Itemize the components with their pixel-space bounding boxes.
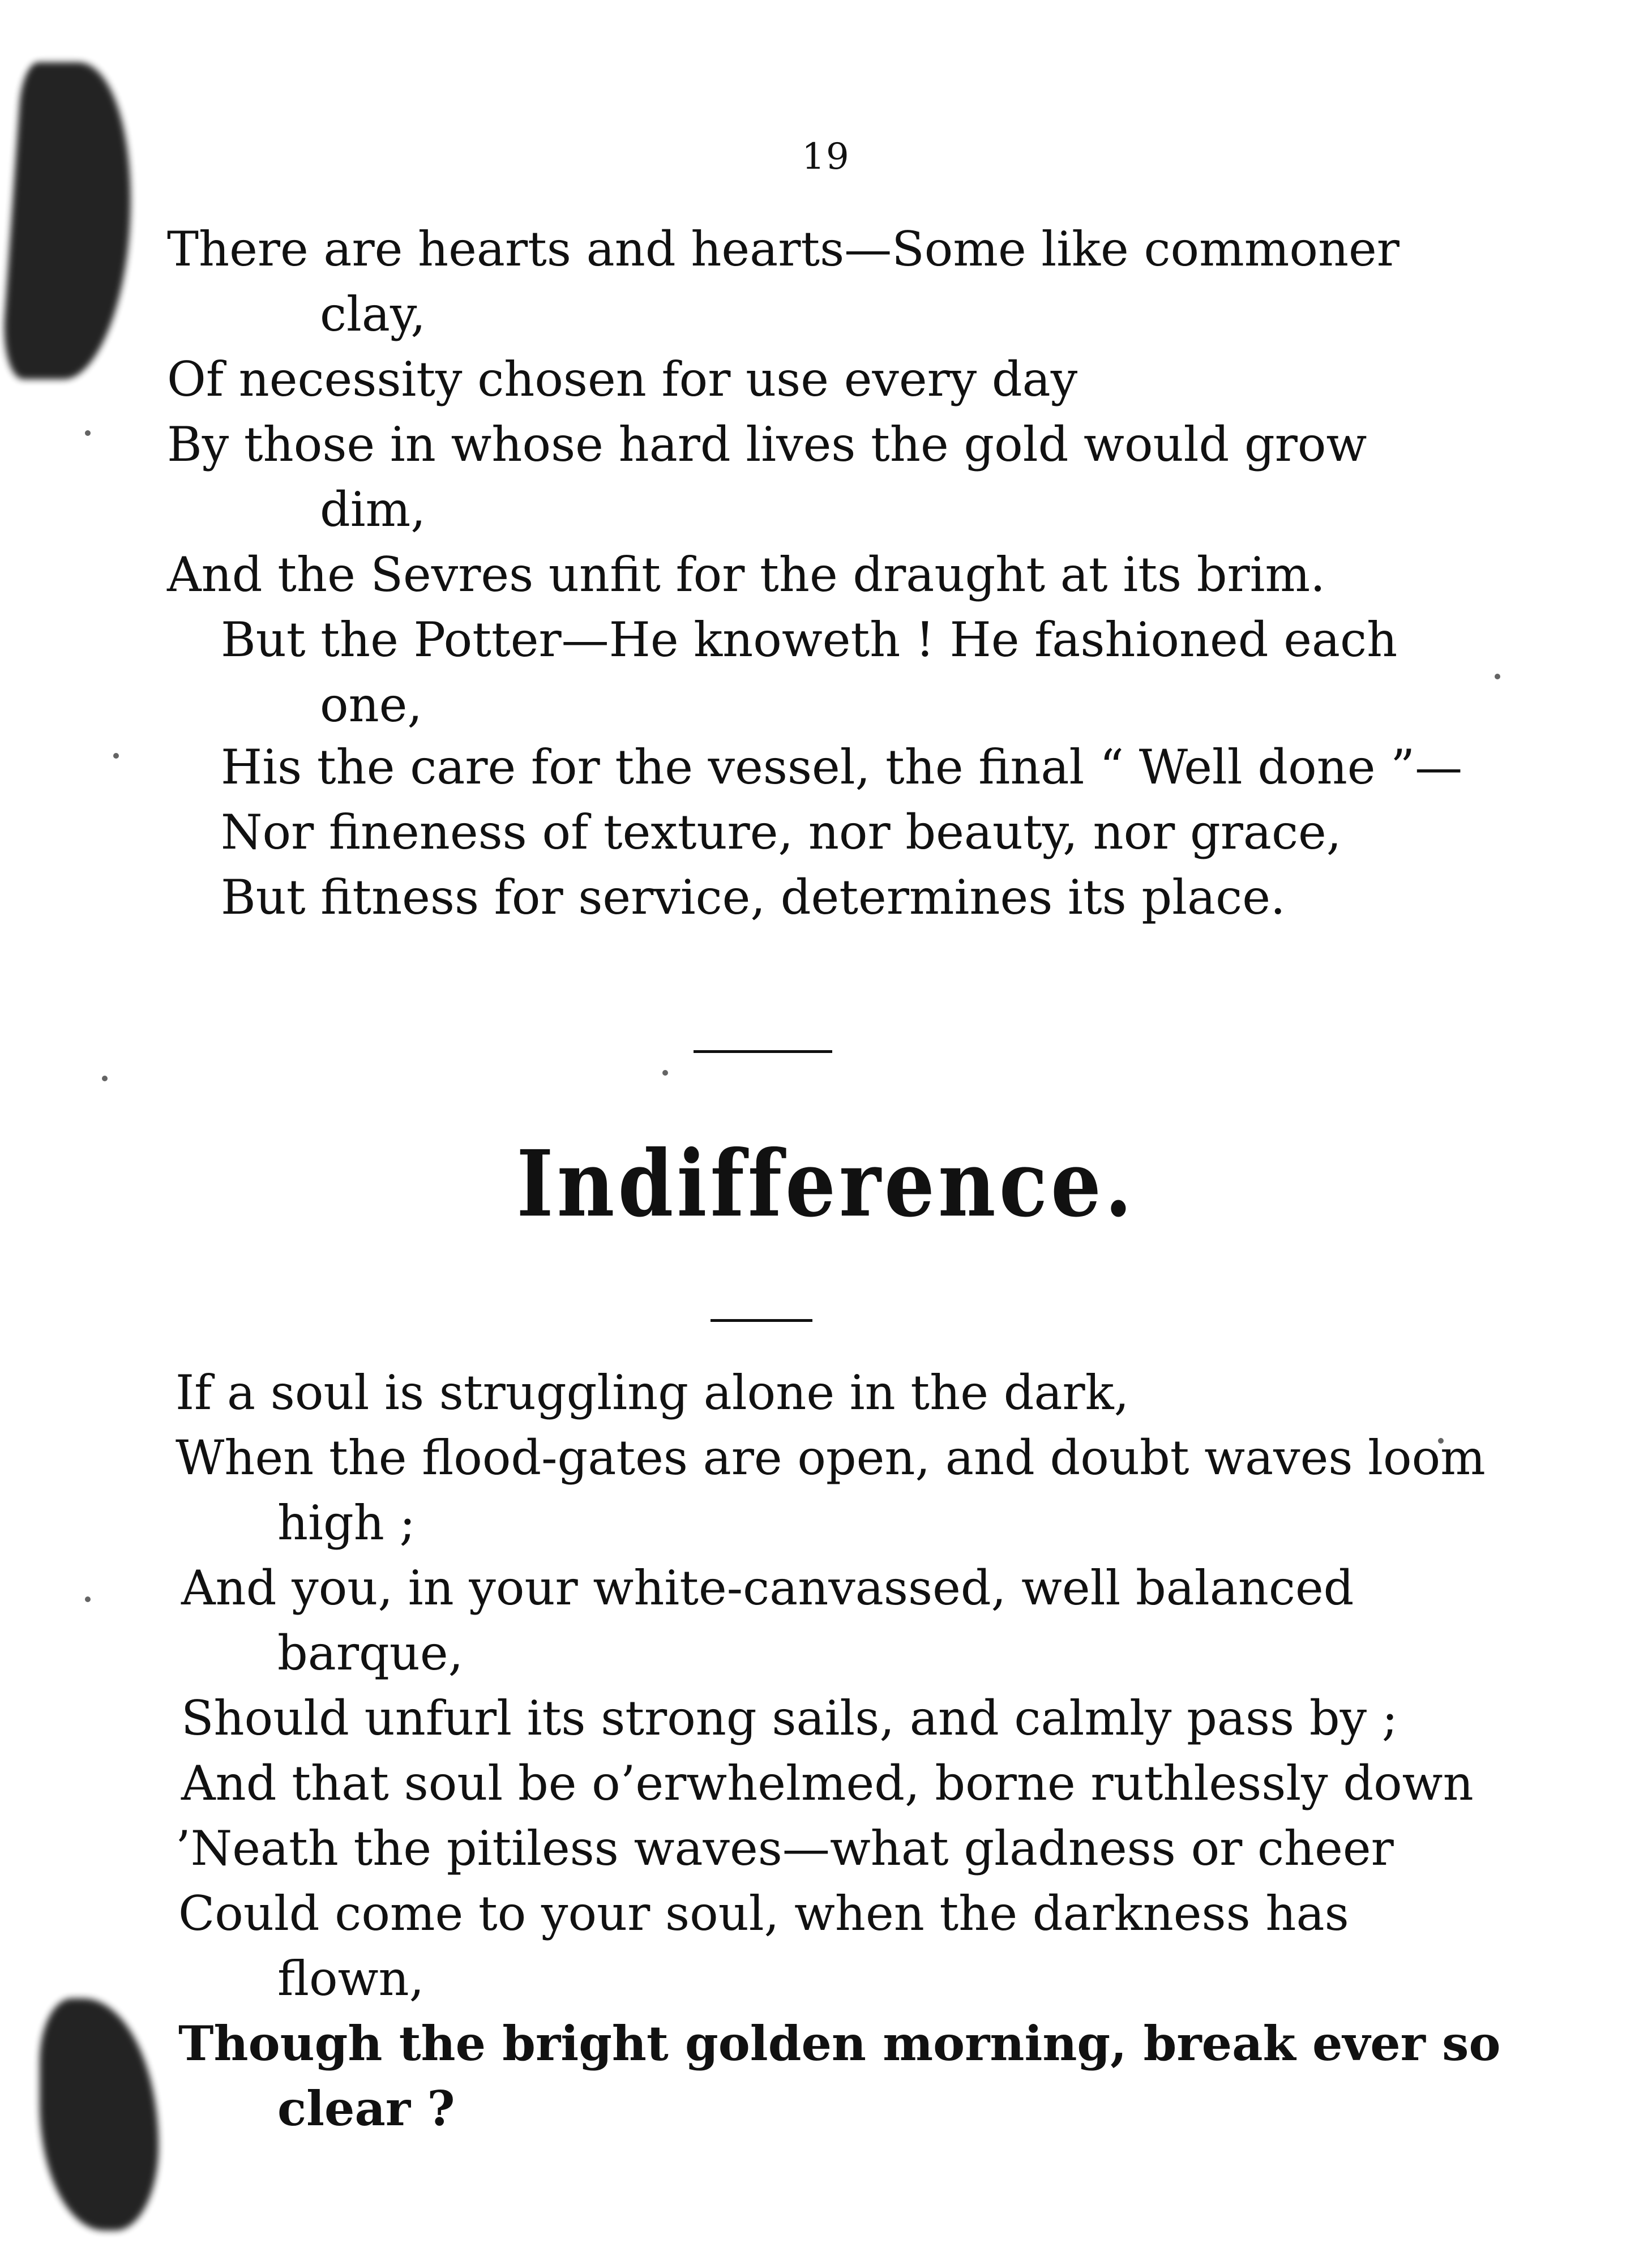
scan-speck [113, 753, 119, 759]
poem-line: Though the bright golden morning, break ever so [178, 2015, 1501, 2071]
scan-smudge-top [0, 62, 141, 379]
poem-line: But the Potter—He knoweth ! He fashioned each [221, 612, 1398, 667]
poem-line: And the Sevres unfit for the draught at its brim. [167, 547, 1325, 602]
poem-line: clear ? [277, 2081, 455, 2137]
poem-line: clay, [320, 286, 426, 342]
scan-speck [1495, 674, 1500, 679]
scan-speck [85, 430, 91, 436]
scan-smudge-bottom [40, 1998, 159, 2231]
poem-line: one, [320, 677, 423, 733]
poem-line: And you, in your white-canvassed, well balanced [181, 1560, 1354, 1616]
scan-speck [662, 1070, 668, 1076]
poem-line: His the care for the vessel, the final “ Well done ”— [221, 739, 1463, 795]
poem-line: Of necessity chosen for use every day [167, 352, 1078, 407]
poem-line: dim, [320, 482, 426, 537]
page-number: 19 [802, 136, 850, 178]
scan-speck [102, 1076, 108, 1081]
poem-line: Should unfurl its strong sails, and calmly pass by ; [181, 1690, 1398, 1746]
poem-line: And that soul be o’erwhelmed, borne ruthlessly down [181, 1756, 1474, 1811]
poem-line: flown, [277, 1951, 425, 2006]
poem-line: Nor fineness of texture, nor beauty, nor grace, [221, 804, 1342, 860]
poem-line: If a soul is struggling alone in the dark, [176, 1365, 1129, 1420]
title-underline [711, 1319, 812, 1322]
poem-line: By those in whose hard lives the gold would grow [167, 417, 1367, 472]
poem-line: Could come to your soul, when the darkness has [178, 1886, 1349, 1941]
poem-title: Indifference. [516, 1131, 1136, 1238]
scan-speck [85, 1596, 91, 1602]
poem-line: high ; [277, 1495, 416, 1551]
section-divider [694, 1050, 832, 1053]
poem-line: But fitness for service, determines its place. [221, 870, 1286, 925]
poem-line: barque, [277, 1625, 464, 1681]
poem-line: ’Neath the pitiless waves—what gladness or cheer [176, 1821, 1394, 1876]
poem-line: When the flood-gates are open, and doubt waves loom [176, 1430, 1486, 1486]
poem-line: There are hearts and hearts—Some like commoner [167, 221, 1400, 277]
